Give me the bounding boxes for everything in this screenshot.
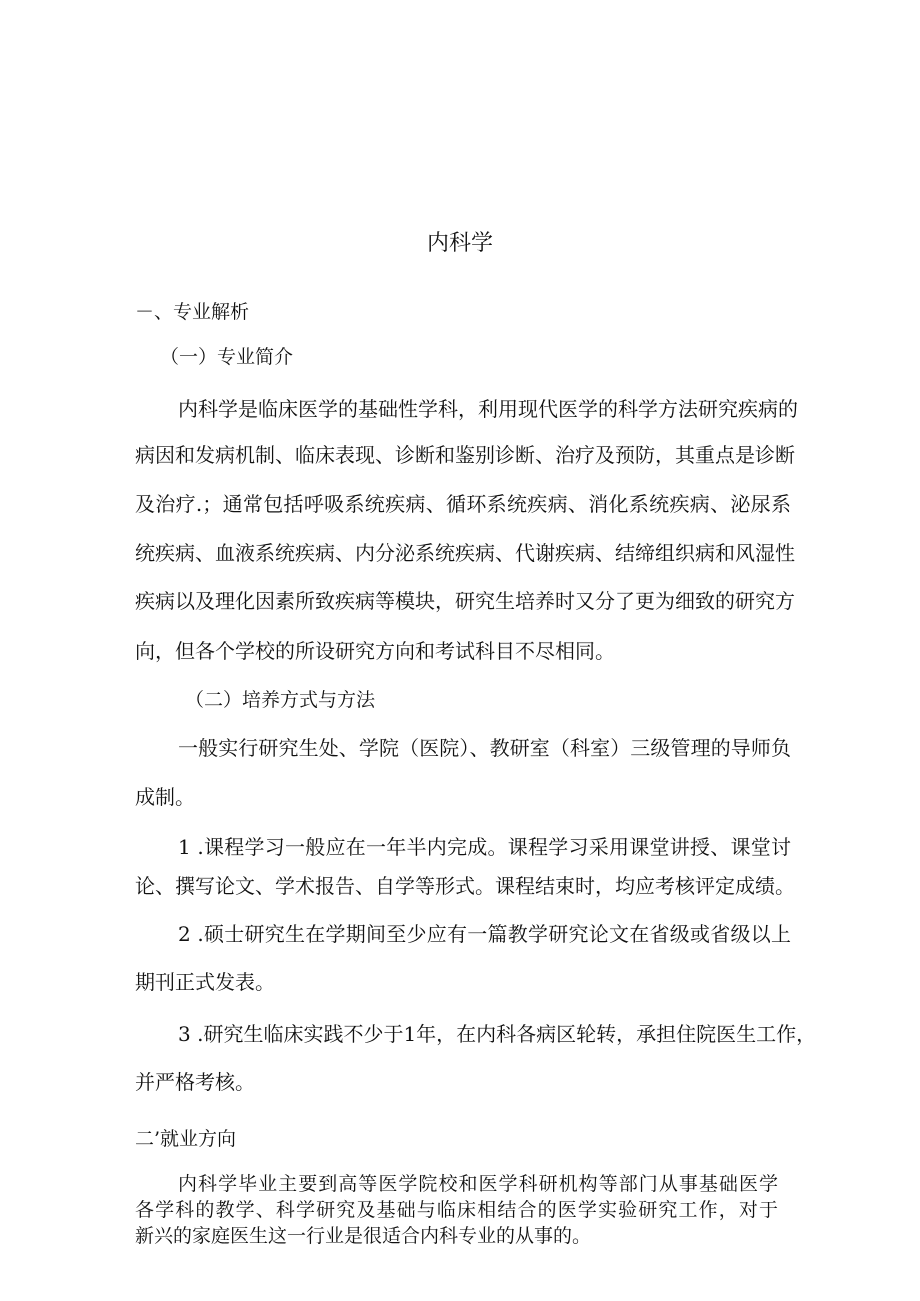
list-item-line: 2 .硕士研究生在学期间至少应有一篇教学研究论文在省级或省级以上 (178, 922, 791, 946)
subsection-heading-intro: （一）专业简介 (160, 346, 294, 368)
paragraph-line: 一般实行研究生处、学院（医院）、教研室（科室）三级管理的导师负 (178, 736, 791, 760)
paragraph-line: 内科学毕业主要到高等医学院校和医学科研机构等部门从事基础医学 (178, 1173, 778, 1195)
paragraph-line: 统疾病、血液系统疾病、内分泌系统疾病、代谢疾病、结缔组织病和风湿性 (135, 541, 795, 565)
section-heading-employment: 二’就业方向 (135, 1128, 237, 1150)
subsection-heading-training: （二）培养方式与方法 (185, 689, 376, 711)
list-item-line: 期刊正式发表。 (135, 970, 275, 994)
document-title: 内科学 (426, 231, 493, 256)
paragraph-line: 各学科的教学、科学研究及基础与临床相结合的医学实验研究工作，对于 (135, 1199, 778, 1221)
paragraph-line: 及治疗.；通常包括呼吸系统疾病、循环系统疾病、消化系统疾病、泌尿系 (135, 492, 791, 516)
paragraph-line: 成制。 (135, 785, 195, 809)
paragraph-line: 向，但各个学校的所设研究方向和考试科目不尽相同。 (135, 639, 615, 663)
paragraph-line: 内科学是临床医学的基础性学科，利用现代医学的科学方法研究疾病的 (178, 397, 798, 421)
list-item-line: 1 .课程学习一般应在一年半内完成。课程学习采用课堂讲授、课堂讨 (178, 835, 791, 859)
paragraph-line: 疾病以及理化因素所致疾病等模块，研究生培养时又分了更为细致的研究方 (135, 589, 795, 613)
paragraph-line: 病因和发病机制、临床表现、诊断和鉴别诊断、治疗及预防，其重点是诊断 (135, 443, 795, 467)
section-heading-analysis: －、专业解析 (135, 301, 250, 323)
paragraph-line: 新兴的家庭医生这一行业是很适合内科专业的从事的。 (135, 1225, 592, 1247)
list-item-line: 并严格考核。 (135, 1070, 255, 1094)
list-item-line: 论、撰写论文、学术报告、自学等形式。课程结束时，均应考核评定成绩。 (135, 874, 795, 898)
list-item-line: 3 .研究生临床实践不少于1年，在内科各病区轮转，承担住院医生工作， (178, 1022, 817, 1046)
